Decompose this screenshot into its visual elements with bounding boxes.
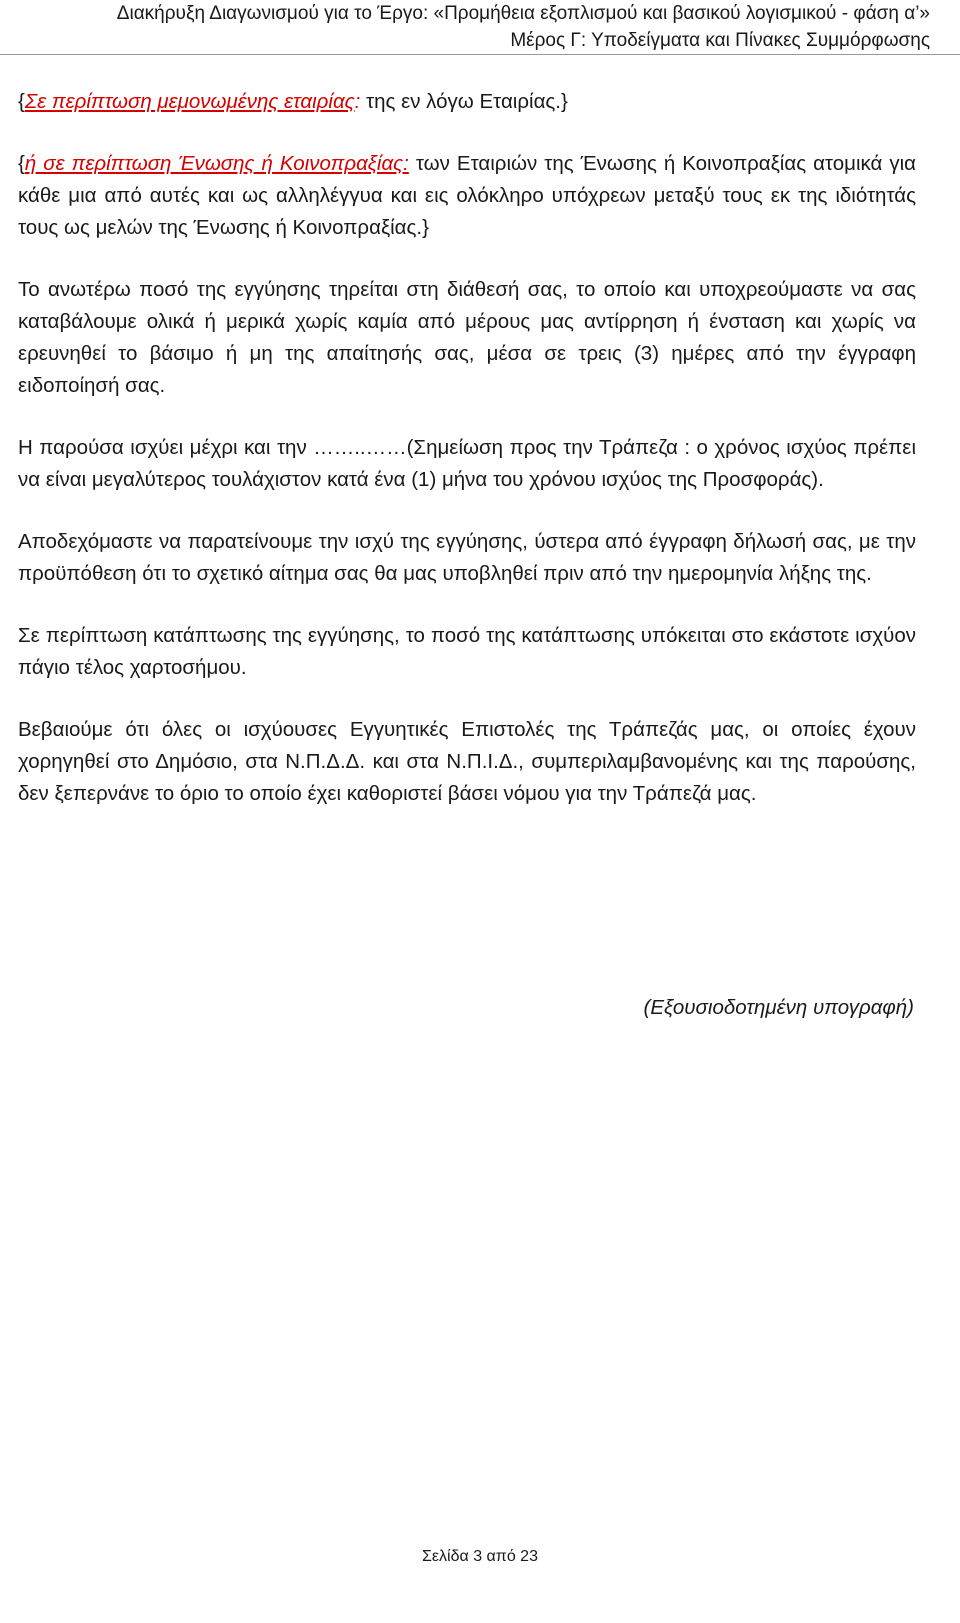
single-company-colon: : [354,90,361,113]
single-company-condition: Σε περίπτωση μεμονωμένης εταιρίας [24,90,355,113]
single-company-text: της εν λόγω Εταιρίας.} [360,90,568,113]
header-section-title: Μέρος Γ: Υποδείγματα και Πίνακες Συμμόρφωσης [510,30,930,51]
document-body [18,86,916,840]
page-number: Σελίδα 3 από 23 [422,1548,538,1565]
paragraph-guarantee-amount: Το ανωτέρω ποσό της εγγύησης τηρείται στη διάθεσή σας, το οποίο και υποχρεούμαστε να σας καταβάλουμε ολικά ή μερικά χωρίς καμία από μέρους μας αντίρρηση ή ένσταση και χωρίς να ερευνηθεί το βάσιμο ή μη της απαίτησής σας, μέσα σε τρεις (3) ημέρες από την έγγραφη ειδοποίησή σας. [18,278,916,397]
header-document-title: Διακήρυξη Διαγωνισμού για το Έργο: «Προμήθεια εξοπλισμού και βασικού λογισμικού - φάση α’» [116,3,930,24]
paragraph-forfeiture: Σε περίπτωση κατάπτωσης της εγγύησης, το ποσό της κατάπτωσης υπόκειται στο εκάστοτε ισχύον πάγιο τέλος χαρτοσήμου. [18,624,916,679]
page-header [0,0,960,55]
paragraph-certification: Βεβαιούμε ότι όλες οι ισχύουσες Εγγυητικές Επιστολές της Τράπεζάς μας, οι οποίες έχουν χορηγηθεί στο Δημόσιο, στα Ν.Π.Δ.Δ. και στα Ν.Π.Ι.Δ., συμπεριλαμβανομένης και της παρούσης, δεν ξεπερνάνε το όριο το οποίο έχει καθοριστεί βάσει νόμου για την Τράπεζά μας. [18,718,916,805]
joint-venture-text: των Εταιριών της Ένωσης ή Κοινοπραξίας ατομικά για κάθε μια από αυτές και ως αλληλέγγυα και εις ολόκληρο υπόχρεων μεταξύ τους εκ της ιδιότητάς τους ως μελών της Ένωσης ή Κοινοπραξίας.} [18,152,917,239]
authorized-signature: (Εξουσιοδοτημένη υπογραφή) [643,996,914,1019]
paragraph-extension: Αποδεχόμαστε να παρατείνουμε την ισχύ της εγγύησης, ύστερα από έγγραφη δήλωσή σας, με την προϋπόθεση ότι το σχετικό αίτημα σας θα μας υποβληθεί πριν από την ημερομηνία λήξης της. [18,530,916,585]
paragraph-validity: Η παρούσα ισχύει μέχρι και την ……..……(Σημείωση προς την Τράπεζα : ο χρόνος ισχύος πρέπει να είναι μεγαλύτερος τουλάχιστον κατά ένα (1) μήνα του χρόνου ισχύος της Προσφοράς). [18,436,916,491]
paragraph-joint-venture [18,148,916,244]
brace-open: { [18,90,25,113]
brace-open: { [18,152,25,175]
paragraph-single-company [18,86,916,118]
page-footer [0,1546,960,1568]
joint-venture-condition: ή σε περίπτωση Ένωσης ή Κοινοπραξίας: [24,152,409,175]
